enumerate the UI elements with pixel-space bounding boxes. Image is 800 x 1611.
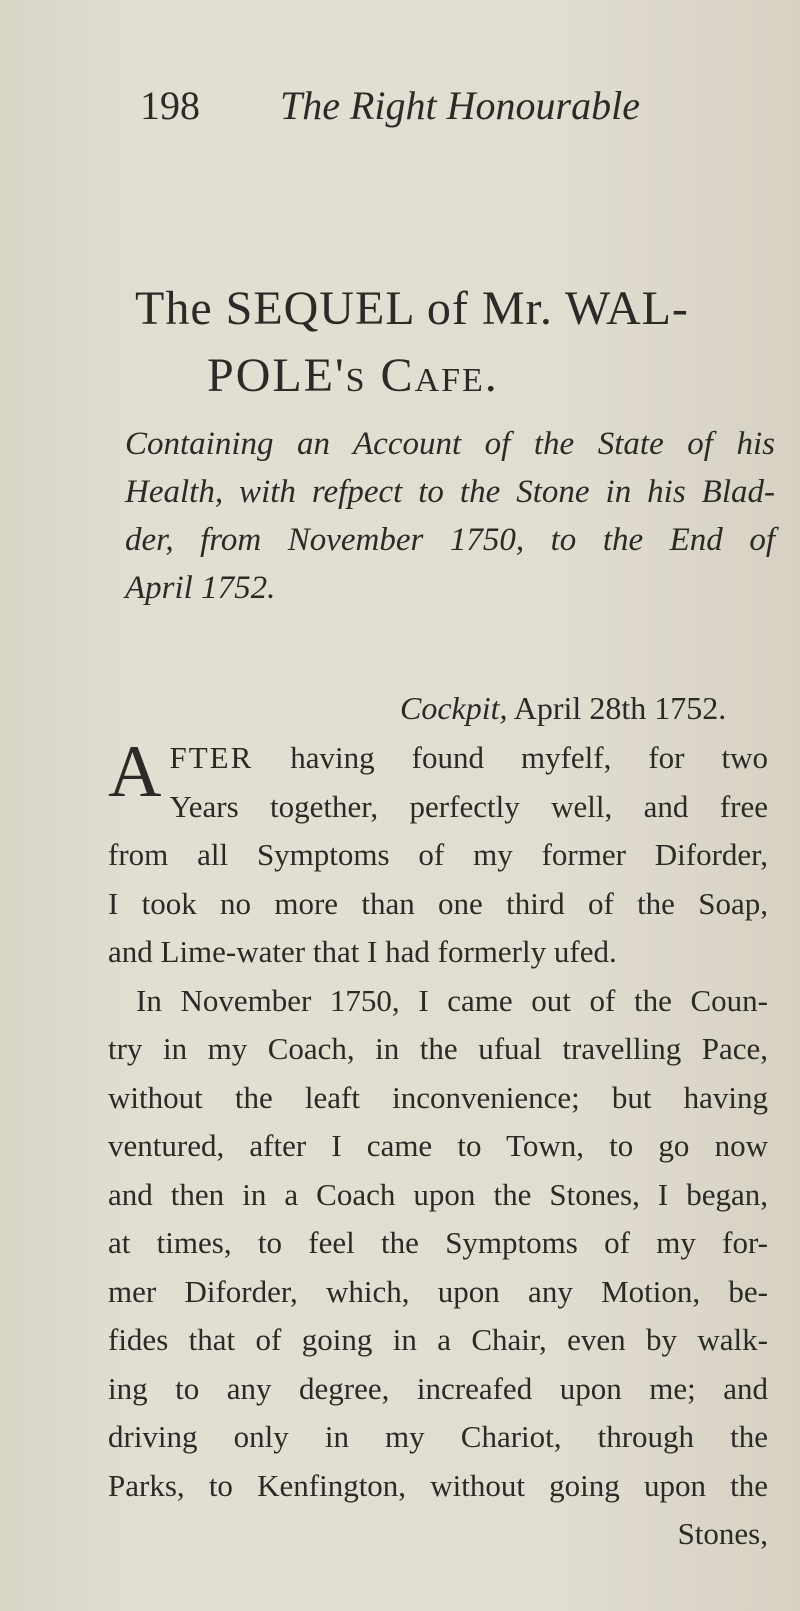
subtitle-line: der, from November 1750, to the End of bbox=[125, 522, 775, 558]
first-word: FTER bbox=[169, 740, 254, 775]
body-line: Years together, perfectly well, and free bbox=[169, 788, 768, 824]
body-text bbox=[108, 731, 769, 1559]
subtitle-line: Containing an Account of the State of his bbox=[125, 426, 775, 462]
paragraph-2 bbox=[108, 977, 768, 1559]
title-line-2: POLE's Cafe. bbox=[207, 349, 499, 403]
body-line: driving only in my Chariot, through the bbox=[108, 1419, 768, 1454]
dateline-place: Cockpit, bbox=[400, 690, 508, 726]
running-title: The Right Honourable bbox=[280, 83, 640, 128]
letter-dateline bbox=[400, 690, 726, 727]
drop-cap: A bbox=[108, 731, 162, 813]
paragraph-1 bbox=[108, 731, 769, 977]
body-line: Parks, to Kenfington, without going upon the bbox=[108, 1467, 768, 1503]
body-line: In November 1750, I came out of the Coun- bbox=[136, 982, 768, 1018]
body-line: at times, to feel the Symptoms of my for- bbox=[108, 1225, 768, 1260]
body-line: ing to any degree, increafed upon me; and bbox=[108, 1370, 768, 1406]
subtitle-line: Health, with refpect to the Stone in his Blad- bbox=[125, 474, 775, 510]
body-line: without the leaft inconvenience; but having bbox=[108, 1079, 768, 1115]
body-line: mer Diforder, which, upon any Motion, be- bbox=[108, 1273, 768, 1309]
body-line: try in my Coach, in the ufual travelling Pace, bbox=[108, 1031, 768, 1066]
section-title bbox=[135, 275, 775, 409]
body-line: and then in a Coach upon the Stones, I began, bbox=[108, 1176, 768, 1212]
body-line: ventured, after I came to Town, to go now bbox=[108, 1128, 768, 1163]
dateline-date: April 28th 1752. bbox=[513, 690, 727, 726]
page-header bbox=[140, 82, 640, 129]
page-number: 198 bbox=[140, 83, 200, 128]
catchword: Stones, bbox=[677, 1516, 768, 1551]
body-line: fides that of going in a Chair, even by walk- bbox=[108, 1322, 768, 1357]
subtitle-line: April 1752. bbox=[125, 570, 276, 606]
body-line: having found myfelf, for two bbox=[290, 740, 769, 775]
body-line: from all Symptoms of my former Diforder, bbox=[108, 837, 768, 872]
section-subtitle bbox=[125, 420, 775, 612]
title-line-1: The SEQUEL of Mr. WAL- bbox=[135, 282, 689, 335]
body-line: and Lime-water that I had formerly ufed. bbox=[108, 934, 617, 969]
body-line: I took no more than one third of the Soap, bbox=[108, 885, 768, 921]
